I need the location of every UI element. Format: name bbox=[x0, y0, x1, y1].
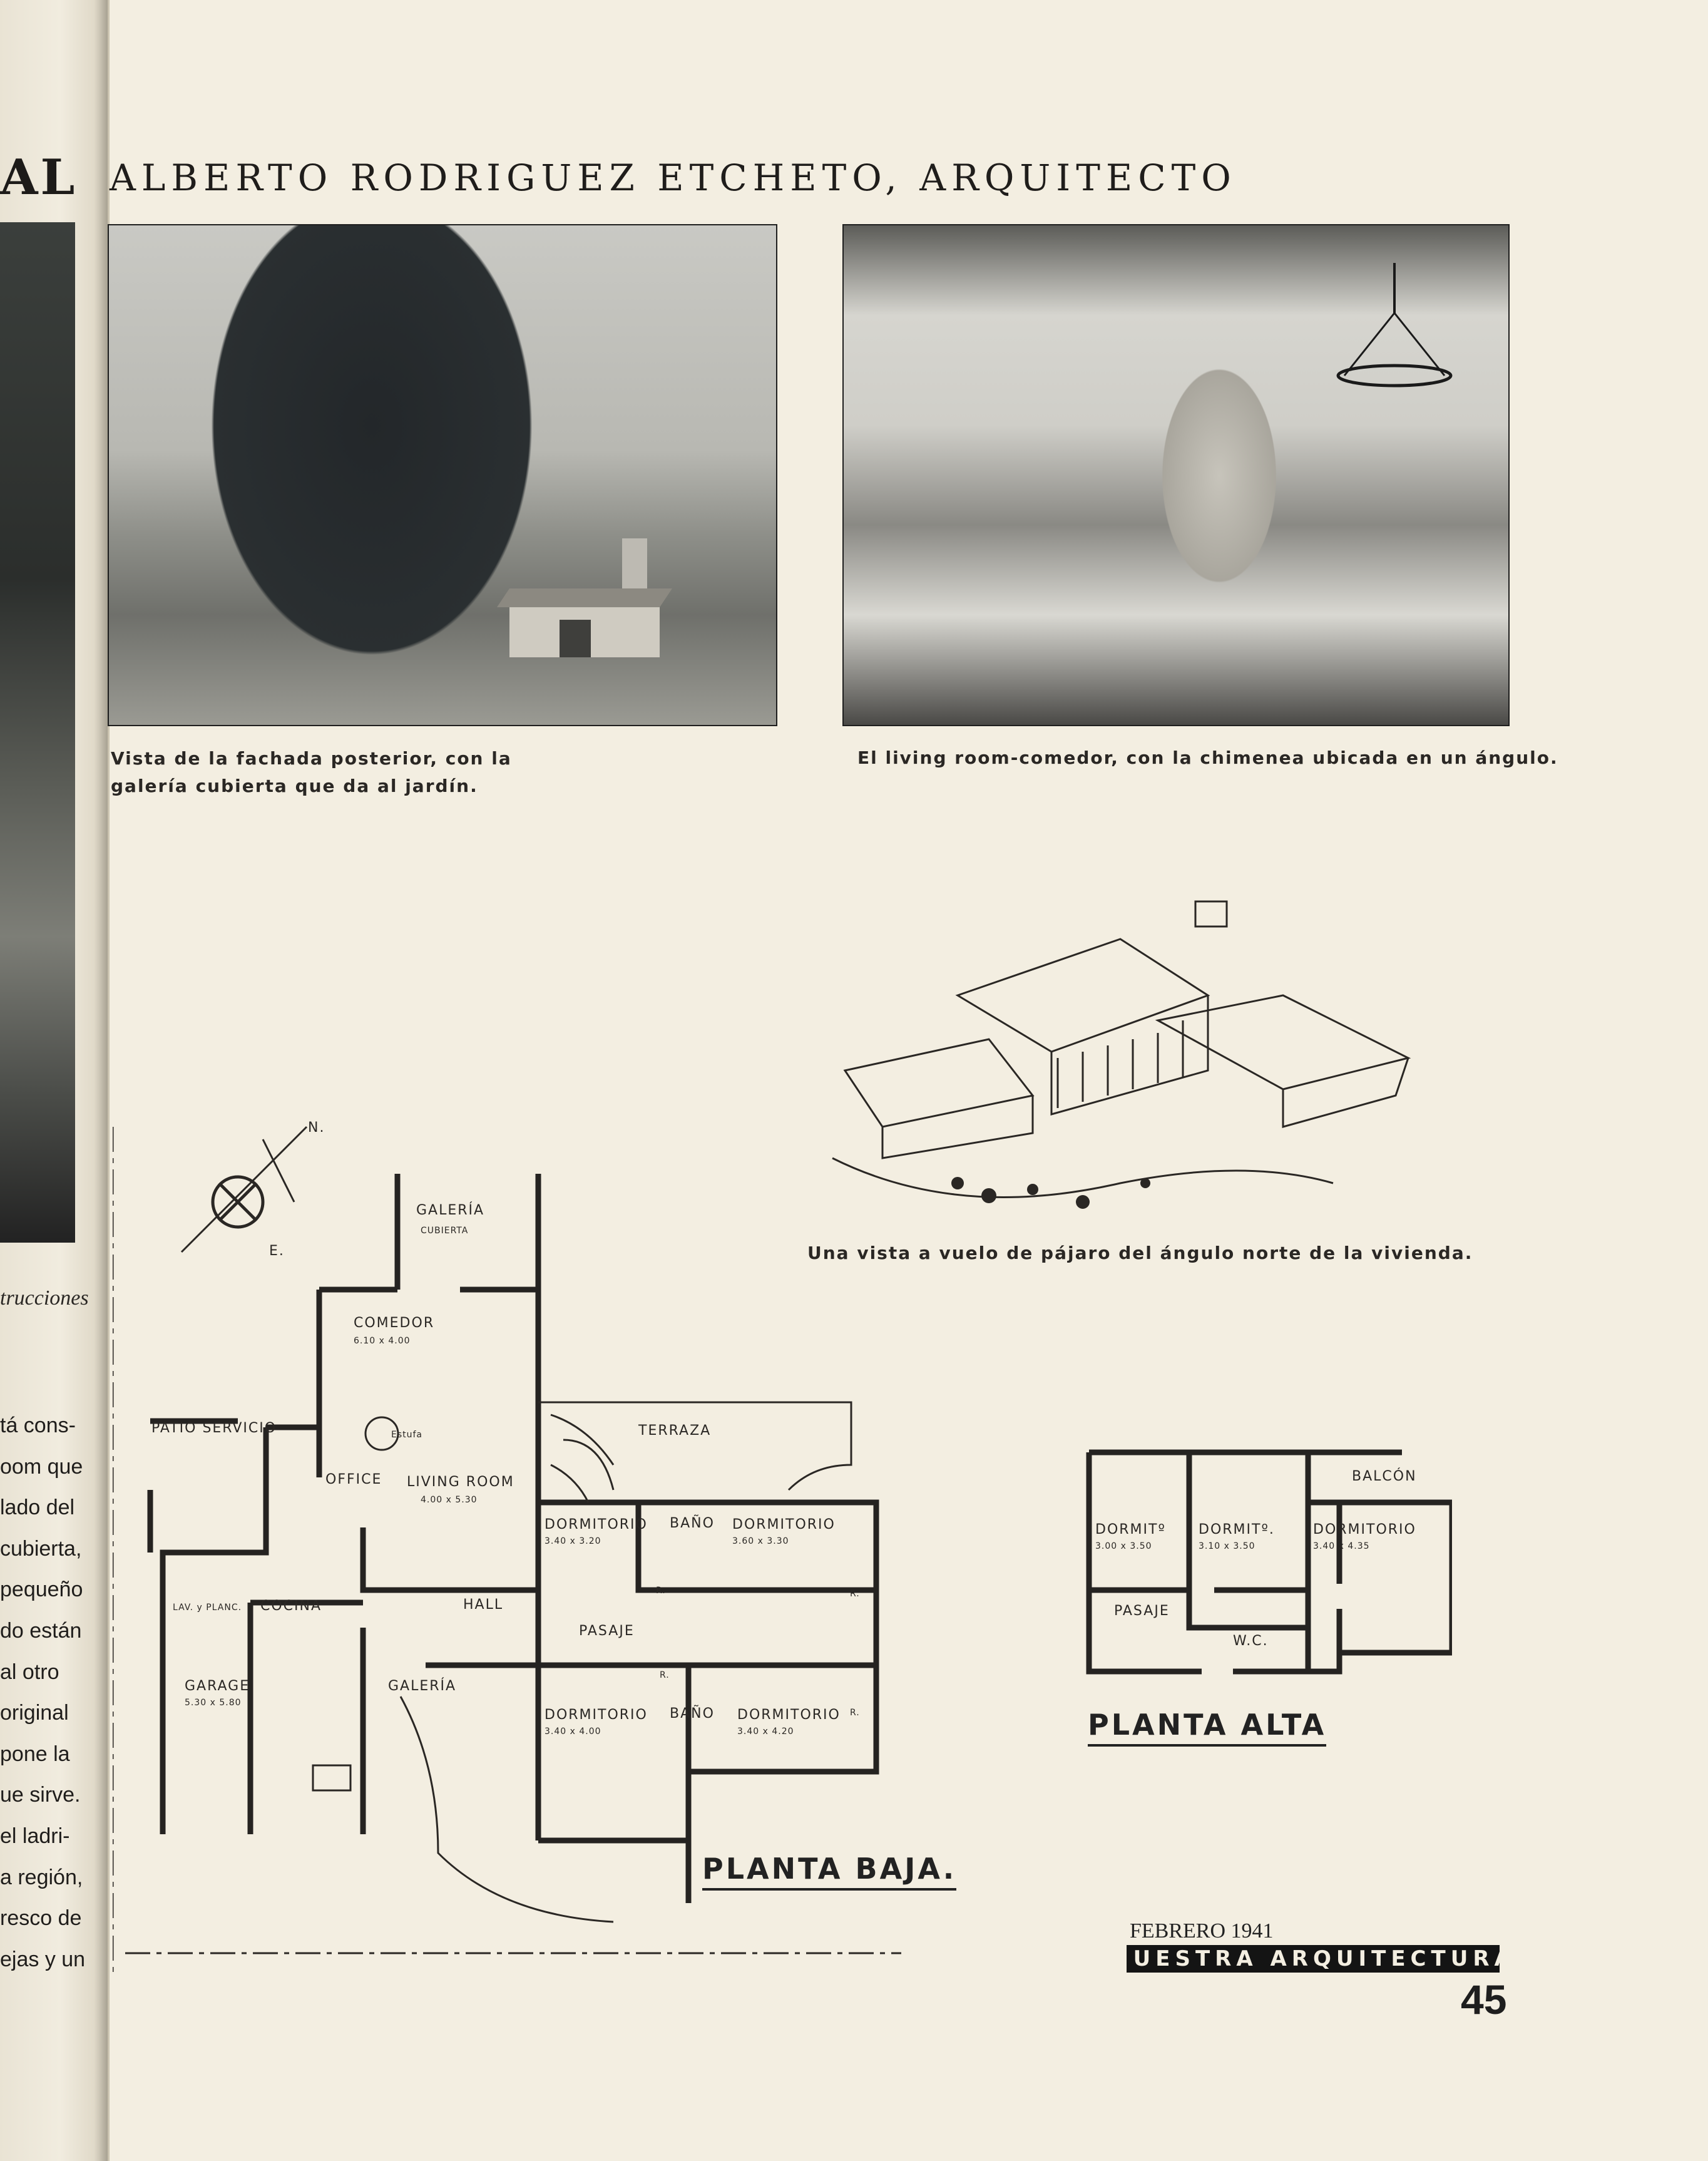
label-r-3: R. bbox=[660, 1670, 670, 1680]
label-garage: GARAGE bbox=[185, 1678, 250, 1694]
label-dormitorio-2: DORMITORIO bbox=[732, 1517, 836, 1532]
previous-page-text-line: original bbox=[0, 1701, 69, 1725]
previous-page-text-line: cubierta, bbox=[0, 1536, 82, 1561]
ground-floor-details bbox=[113, 1127, 901, 1972]
label-living-room: LIVING ROOM bbox=[407, 1474, 514, 1490]
label-pasaje: PASAJE bbox=[579, 1623, 635, 1639]
previous-page-text-line: pequeño bbox=[0, 1578, 83, 1602]
upper-floor-labels bbox=[1095, 1468, 1417, 1649]
rear-facade-caption bbox=[111, 745, 512, 800]
magazine-name: NUESTRA ARQUITECTURA bbox=[1110, 1946, 1516, 1971]
label-galeria: GALERÍA bbox=[388, 1678, 457, 1694]
rear-facade-photo bbox=[108, 224, 777, 726]
previous-page-text-line: al otro bbox=[0, 1660, 59, 1684]
chandelier-icon bbox=[1332, 263, 1457, 401]
previous-page-photo bbox=[0, 222, 75, 1243]
compass-north-label: N. bbox=[308, 1120, 325, 1136]
previous-page-text-line: pone la bbox=[0, 1742, 70, 1766]
previous-page-title-fragment: AL bbox=[0, 149, 78, 206]
sketch-caption: Una vista a vuelo de pájaro del ángulo norte de la vivienda. bbox=[807, 1243, 1473, 1263]
label-r-4: R. bbox=[850, 1708, 860, 1718]
previous-page-text-line: ejas y un bbox=[0, 1947, 86, 1971]
label-bano-2: BAÑO bbox=[670, 1706, 715, 1722]
label-hall: HALL bbox=[463, 1597, 504, 1613]
upper-floor-walls bbox=[1089, 1452, 1452, 1671]
label-galeria-cubierta: GALERÍA bbox=[416, 1203, 485, 1218]
previous-page-text-line: lado del bbox=[0, 1496, 75, 1520]
label-wc: W.C. bbox=[1233, 1633, 1269, 1649]
previous-page-text-line: oom que bbox=[0, 1454, 83, 1479]
label-lav-planc: LAV. y PLANC. bbox=[173, 1603, 242, 1613]
label-bano-1: BAÑO bbox=[670, 1516, 715, 1531]
label-estufa: Estufa bbox=[391, 1430, 423, 1440]
label-dormitorio-3-dim: 3.40 x 4.00 bbox=[545, 1727, 601, 1737]
upper-floor-plan bbox=[1076, 1440, 1452, 1690]
label-balcon: BALCÓN bbox=[1352, 1469, 1417, 1484]
label-comedor: COMEDOR bbox=[354, 1315, 435, 1331]
compass-east-label: E. bbox=[269, 1243, 285, 1259]
label-garage-dim: 5.30 x 5.80 bbox=[185, 1698, 242, 1708]
page-number: 45 bbox=[1461, 1976, 1507, 2023]
label-living-dim: 4.00 x 5.30 bbox=[421, 1495, 478, 1505]
previous-page-italic-fragment: trucciones bbox=[0, 1286, 89, 1310]
label-dormit-1: DORMITº bbox=[1095, 1522, 1166, 1537]
issue-date: FEBRERO 1941 bbox=[1130, 1919, 1274, 1943]
living-room-caption: El living room-comedor, con la chimenea ubicada en un ángulo. bbox=[857, 747, 1558, 768]
label-r-1: R. bbox=[656, 1586, 666, 1596]
label-comedor-dim: 6.10 x 4.00 bbox=[354, 1336, 411, 1346]
label-office: OFFICE bbox=[325, 1472, 382, 1487]
label-dormit-2-dim: 3.10 x 3.50 bbox=[1199, 1541, 1255, 1551]
rear-facade-caption-line1: Vista de la fachada posterior, con la bbox=[111, 748, 512, 769]
label-dormitorio-2-dim: 3.60 x 3.30 bbox=[732, 1536, 789, 1546]
label-cocina: COCINA bbox=[260, 1598, 322, 1614]
label-dormitorio-3: DORMITORIO bbox=[545, 1707, 648, 1723]
previous-page-text-line: el ladri- bbox=[0, 1824, 70, 1848]
house-silhouette bbox=[484, 538, 685, 664]
label-galeria-cubierta-2: CUBIERTA bbox=[421, 1226, 469, 1236]
article-header: ALBERTO RODRIGUEZ ETCHETO, ARQUITECTO bbox=[110, 157, 1237, 199]
label-patio-servicio: PATIO SERVICIO bbox=[151, 1420, 277, 1436]
label-dormitorio-alta: DORMITORIO bbox=[1313, 1522, 1416, 1537]
previous-page-text-line: tá cons- bbox=[0, 1414, 76, 1437]
label-dormitorio-alta-dim: 3.40 x 4.35 bbox=[1313, 1541, 1370, 1551]
label-dormit-1-dim: 3.00 x 3.50 bbox=[1095, 1541, 1152, 1551]
previous-page-text-line: do están bbox=[0, 1619, 82, 1643]
label-terraza: TERRAZA bbox=[638, 1423, 712, 1439]
label-dormitorio-1-dim: 3.40 x 3.20 bbox=[545, 1536, 601, 1546]
label-dormitorio-1: DORMITORIO bbox=[545, 1517, 648, 1532]
previous-page-text-line: a región, bbox=[0, 1865, 83, 1889]
ground-floor-plan bbox=[113, 1114, 901, 1972]
upper-floor-title: PLANTA ALTA bbox=[1088, 1708, 1326, 1747]
ground-floor-title: PLANTA BAJA. bbox=[702, 1852, 956, 1891]
label-dormitorio-4: DORMITORIO bbox=[737, 1707, 841, 1723]
living-room-photo bbox=[842, 224, 1510, 726]
label-dormitorio-4-dim: 3.40 x 4.20 bbox=[737, 1727, 794, 1737]
rear-facade-caption-line2: galería cubierta que da al jardín. bbox=[111, 776, 478, 796]
ground-floor-labels bbox=[151, 1202, 860, 1737]
previous-page-text-line: ue sirve. bbox=[0, 1783, 81, 1807]
previous-page-text-line: resco de bbox=[0, 1906, 82, 1931]
page-fold-shadow bbox=[94, 0, 108, 2161]
label-r-2: R. bbox=[850, 1589, 860, 1599]
label-pasaje-alta: PASAJE bbox=[1114, 1603, 1170, 1619]
label-dormit-2: DORMITº. bbox=[1199, 1522, 1275, 1537]
compass-rose bbox=[182, 1120, 325, 1259]
